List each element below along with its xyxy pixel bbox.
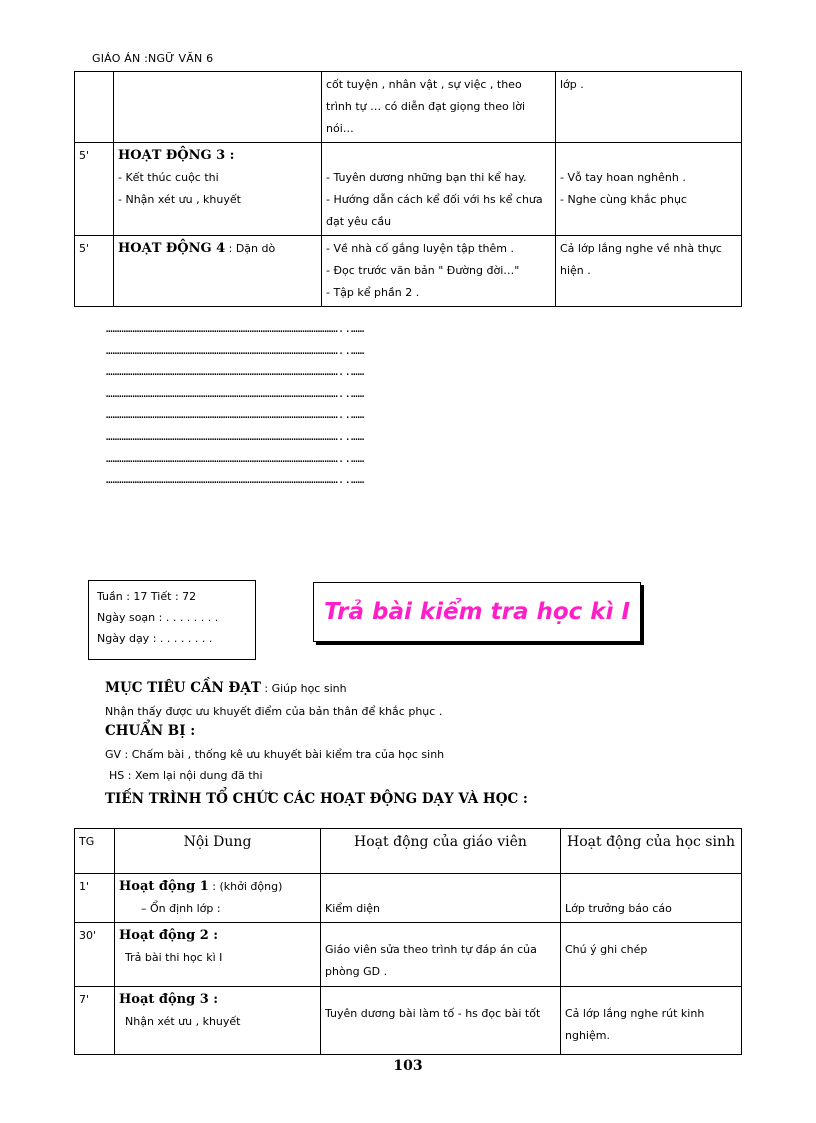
teacher-line: cốt tuyện , nhân vật , sự việc , theo xyxy=(326,78,522,91)
teacher-line: - Về nhà cố gắng luyện tập thêm . xyxy=(326,242,514,255)
dotted-line: ……………………………………………………………………………………………..…… xyxy=(106,365,365,379)
activity-suffix: : Dặn dò xyxy=(225,242,276,255)
content-cell xyxy=(114,236,322,307)
header-label: Hoạt động của giáo viên xyxy=(354,834,527,850)
teacher-cell xyxy=(321,987,561,1055)
tg-cell: 30' xyxy=(75,923,115,987)
student-line: lớp . xyxy=(560,78,584,91)
teacher-text: Giáo viên sửa theo trình tự đáp án của phòng GD . xyxy=(325,943,537,978)
content-cell xyxy=(114,72,322,143)
teacher-line: - Đọc trước văn bản " Đường đời…" xyxy=(326,264,520,277)
activity-sub: Trả bài thi học kì I xyxy=(125,951,223,964)
lesson-title: Trả bài kiểm tra học kì I xyxy=(323,599,631,625)
dotted-line: ……………………………………………………………………………………………..…… xyxy=(106,451,365,465)
week-period: Tuần : 17 Tiết : 72 xyxy=(97,590,197,603)
teacher-line: - Hướng dẫn cách kể đối với hs kể chưa xyxy=(326,193,543,206)
table-row xyxy=(75,923,742,987)
teacher-text: Tuyên dương bài làm tố - hs đọc bài tốt xyxy=(325,1007,541,1020)
content-cell xyxy=(114,143,322,236)
content-cell xyxy=(115,987,321,1055)
teacher-cell xyxy=(322,236,556,307)
objective-heading-line xyxy=(105,680,347,696)
dotted-line: ……………………………………………………………………………………………..…… xyxy=(106,408,365,422)
date-prepared: Ngày soạn : . . . . . . . . xyxy=(97,611,219,624)
process-heading: TIẾN TRÌNH TỔ CHỨC CÁC HOẠT ĐỘNG DẠY VÀ HỌC : xyxy=(105,791,528,807)
activity-title: Hoạt động 3 : xyxy=(119,992,219,1007)
activity-title: Hoạt động 1 xyxy=(119,879,209,894)
teacher-line: - Tuyên dương những bạn thi kể hay. xyxy=(326,171,527,184)
teacher-line: - Tập kể phần 2 . xyxy=(326,286,420,299)
lesson-title-box xyxy=(313,582,641,642)
date-taught: Ngày dạy : . . . . . . . . xyxy=(97,632,213,645)
prep-hs: HS : Xem lại nội dung đã thi xyxy=(109,769,263,782)
header-cell xyxy=(115,829,321,874)
page-number: 103 xyxy=(393,1058,423,1074)
student-cell xyxy=(556,72,742,143)
prep-heading: CHUẨN BỊ : xyxy=(105,723,196,739)
student-cell xyxy=(561,987,742,1055)
student-text: Chú ý ghi chép xyxy=(565,943,648,956)
content-line: - Nhận xét ưu , khuyết xyxy=(118,193,241,206)
page-header: GIÁO ÁN :NGỮ VĂN 6 xyxy=(92,52,214,65)
student-line: hiện . xyxy=(560,264,591,277)
student-line: Cả lớp lắng nghe về nhà thực xyxy=(560,242,722,255)
table-header-row xyxy=(75,829,742,874)
student-text: Lớp trưởng báo cáo xyxy=(565,902,672,915)
teacher-cell xyxy=(321,923,561,987)
prep-gv: GV : Chấm bài , thống kê ưu khuyết bài kiểm tra của học sinh xyxy=(105,748,445,761)
table-row xyxy=(75,874,742,923)
dotted-line: ……………………………………………………………………………………………..…… xyxy=(106,343,365,357)
activity-sub: – Ổn định lớp : xyxy=(141,902,221,915)
lesson-info-box xyxy=(88,580,256,660)
teacher-cell xyxy=(322,72,556,143)
table-row xyxy=(75,987,742,1055)
content-line: - Kết thúc cuộc thi xyxy=(118,171,219,184)
tg-cell xyxy=(75,72,114,143)
dotted-line: ……………………………………………………………………………………………..…… xyxy=(106,386,365,400)
header-cell: TG xyxy=(75,829,115,874)
lesson-activity-table xyxy=(74,828,742,1055)
dotted-line: ……………………………………………………………………………………………..…… xyxy=(106,429,365,443)
dotted-line: ……………………………………………………………………………………………..…… xyxy=(106,322,365,335)
activity-suffix: : (khởi động) xyxy=(208,880,283,893)
student-cell xyxy=(561,923,742,987)
student-line: - Vỗ tay hoan nghênh . xyxy=(560,171,686,184)
header-cell xyxy=(321,829,561,874)
teacher-line: nói… xyxy=(326,122,354,135)
tg-cell: 1' xyxy=(75,874,115,923)
tg-cell: 5' xyxy=(75,236,114,307)
objective-text: Nhận thấy được ưu khuyết điểm của bản thân để khắc phục . xyxy=(105,705,443,718)
teacher-line: trình tự … có diễn đạt giọng theo lời xyxy=(326,100,526,113)
content-cell xyxy=(115,923,321,987)
teacher-text: Kiểm diện xyxy=(325,902,381,915)
student-cell xyxy=(556,236,742,307)
dotted-line: ……………………………………………………………………………………………..…… xyxy=(106,473,365,487)
header-cell xyxy=(561,829,742,874)
activity-title: HOẠT ĐỘNG 4 xyxy=(118,241,226,256)
student-line: - Nghe cùng khắc phục xyxy=(560,193,687,206)
teacher-cell xyxy=(321,874,561,923)
table-row xyxy=(75,236,742,307)
objective-suffix: : Giúp học sinh xyxy=(260,682,347,695)
student-cell xyxy=(561,874,742,923)
table-row xyxy=(75,143,742,236)
objective-heading: MỤC TIÊU CẦN ĐẠT xyxy=(105,680,261,696)
notes-dotted-lines xyxy=(106,318,711,491)
activity-table-continued xyxy=(74,71,742,307)
activity-sub: Nhận xét ưu , khuyết xyxy=(125,1015,241,1028)
activity-title: HOẠT ĐỘNG 3 : xyxy=(118,148,235,163)
teacher-cell xyxy=(322,143,556,236)
content-cell xyxy=(115,874,321,923)
teacher-line: đạt yêu cầu xyxy=(326,215,392,228)
table-row xyxy=(75,72,742,143)
header-label: Hoạt động của học sinh xyxy=(567,834,735,850)
tg-cell: 5' xyxy=(75,143,114,236)
tg-cell: 7' xyxy=(75,987,115,1055)
header-label: Nội Dung xyxy=(183,834,252,850)
student-cell xyxy=(556,143,742,236)
activity-title: Hoạt động 2 : xyxy=(119,928,219,943)
student-text: Cả lớp lắng nghe rút kinh nghiệm. xyxy=(565,1007,705,1042)
